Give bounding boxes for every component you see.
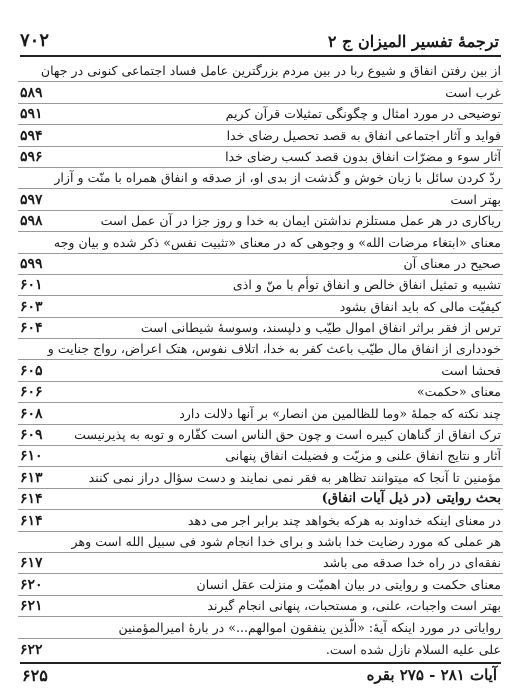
toc-entry-page: ۶۲۰ bbox=[20, 576, 43, 593]
toc-entry-page: ۶۱۴ bbox=[20, 491, 43, 508]
toc-row bbox=[18, 61, 503, 82]
toc-entry-page: ۶۱۰ bbox=[20, 448, 43, 465]
toc-entry-text: هر عملی که مورد رضایت خدا باشد و برای خدا انجام شود فی سبیل الله است وهر bbox=[71, 533, 501, 549]
toc-row bbox=[18, 553, 503, 574]
toc-entry-page: ۶۱۴ bbox=[20, 512, 43, 529]
toc-entry-text: معنای «ابتغاء مرضات الله» و وجوهی که در معنای «تثبیت نفس» ذکر شده و بیان وجه bbox=[53, 234, 501, 250]
toc-entry-text: ریاکاری در هر عمل مستلزم نداشتن ایمان به خدا و روز جزا در آن عمل است bbox=[100, 213, 501, 229]
toc-entry-text: ترک انفاق از گناهان کبیره است و چون حق الناس است کفّاره و توبه به پذیرنیست bbox=[74, 427, 501, 443]
toc-entry-page: ۶۰۳ bbox=[20, 298, 43, 315]
toc-row bbox=[18, 296, 503, 317]
toc-row bbox=[18, 232, 503, 253]
toc-row bbox=[18, 318, 503, 339]
toc-entry-page: ۵۹۷ bbox=[20, 191, 43, 208]
toc-entry-text: علی علیه السلام نازل شده است. bbox=[325, 641, 501, 657]
header-rule bbox=[20, 55, 501, 57]
page-number: ۷۰۲ bbox=[20, 30, 50, 51]
toc-entry-page: ۵۹۴ bbox=[20, 127, 43, 144]
toc-entry-page: ۶۰۶ bbox=[20, 384, 43, 401]
toc-row bbox=[18, 254, 503, 275]
toc-entry-page: ۶۱۷ bbox=[20, 555, 43, 572]
toc-entry-text: مؤمنین تا آنجا که میتوانند تظاهر به فقر نمی نمایند و دست سؤال دراز نمی کنند bbox=[88, 469, 501, 485]
toc-entry-page: ۵۸۹ bbox=[20, 84, 43, 101]
toc-row bbox=[18, 596, 503, 617]
toc-entry-page: ۶۰۵ bbox=[20, 362, 43, 379]
toc-entry-text: نفقه‌ای در راه خدا صدقه می باشد bbox=[323, 555, 501, 571]
toc-entry-page: ۶۲۱ bbox=[20, 598, 43, 615]
toc-row bbox=[18, 125, 503, 146]
toc-entry-text: آثار سوء و مضرّات انفاق بدون قصد کسب رضای خدا bbox=[225, 148, 501, 164]
toc-row bbox=[18, 446, 503, 467]
toc-row bbox=[18, 147, 503, 168]
toc-entry-page: ۵۹۱ bbox=[20, 106, 43, 123]
table-of-contents bbox=[18, 61, 503, 660]
toc-entry-text: روایاتی در مورد اینکه آیهٔ: «الّذین ینفقون اموالهم...» در بارهٔ امیرالمؤمنین bbox=[118, 619, 501, 635]
toc-row bbox=[18, 574, 503, 595]
toc-entry-text: از بین رفتن انفاق و شیوع ربا در بین مردم بزرگترین عامل فساد اجتماعی کنونی در جهان bbox=[40, 63, 501, 79]
toc-entry-text: معنای «حکمت» bbox=[416, 384, 501, 400]
toc-entry-text: کیفیّت مالی که باید انفاق بشود bbox=[339, 298, 501, 314]
toc-entry-text: معنای حکمت و روایتی در بیان اهمیّت و منزلت عقل انسان bbox=[196, 576, 501, 592]
toc-row bbox=[18, 382, 503, 403]
toc-entry-text: آثار و نتایج انفاق علنی و مزیّت و فضیلت انفاق پنهانی bbox=[225, 448, 501, 464]
toc-entry-text: بهتر است bbox=[450, 191, 501, 207]
toc-entry-page: ۶۲۲ bbox=[20, 641, 43, 658]
toc-row bbox=[18, 275, 503, 296]
toc-entry-text: توضیحی در مورد امثال و چگونگی تمثیلات قرآن کریم bbox=[225, 106, 501, 122]
toc-entry-text: در معنای اینکه خداوند به هرکه بخواهد چند برابر اجر می دهد bbox=[187, 512, 501, 528]
toc-entry-text: غرب است bbox=[445, 84, 501, 100]
toc-entry-page: ۵۹۶ bbox=[20, 148, 43, 165]
toc-row bbox=[18, 189, 503, 210]
toc-row bbox=[18, 617, 503, 638]
toc-entry-text: صحیح در معنای آن bbox=[403, 255, 501, 271]
toc-row bbox=[18, 510, 503, 531]
toc-row bbox=[18, 82, 503, 103]
toc-entry-text: بهتر است واجبات، علنی، و مستحبات، پنهانی انجام گیرند bbox=[207, 598, 501, 614]
toc-entry-page: ۶۰۱ bbox=[20, 277, 43, 294]
toc-row bbox=[18, 403, 503, 424]
toc-row bbox=[18, 532, 503, 553]
toc-row bbox=[18, 489, 503, 510]
toc-entry-page: ۶۱۳ bbox=[20, 469, 43, 486]
toc-row bbox=[18, 425, 503, 446]
section-page-number: ۶۲۵ bbox=[22, 665, 48, 685]
toc-row bbox=[18, 104, 503, 125]
toc-entry-text: بحث روایتی (در ذیل آیات انفاق) bbox=[321, 491, 501, 507]
toc-row bbox=[18, 339, 503, 360]
running-header bbox=[18, 30, 503, 55]
section-label: آیات ۲۸۱ - ۲۷۵ بقره bbox=[366, 665, 497, 684]
toc-entry-text: ردّ کردن سائل با زبان خوش و گذشت از بدی او، از صدقه و انفاق همراه با منّت و آزار bbox=[54, 170, 501, 186]
toc-entry-text: فحشا است bbox=[441, 362, 501, 378]
toc-entry-page: ۶۰۹ bbox=[20, 427, 43, 444]
toc-row bbox=[18, 639, 503, 660]
toc-entry-page: ۵۹۸ bbox=[20, 213, 43, 230]
toc-row bbox=[18, 168, 503, 189]
toc-entry-page: ۶۰۸ bbox=[20, 405, 43, 422]
toc-entry-text: چند نکته که جملهٔ «وما للظالمین من انصار» بر آنها دلالت دارد bbox=[179, 405, 501, 421]
toc-row bbox=[18, 467, 503, 488]
toc-entry-text: خودداری از انفاق مال طیّب باعث کفر به خدا، اتلاف نفوس، هتک اعراض، رواج جنایت و bbox=[47, 341, 501, 357]
toc-entry-text: تشبیه و تمثیل انفاق خالص و انفاق توأم با منّ و اذی bbox=[232, 277, 501, 293]
toc-entry-page: ۶۰۴ bbox=[20, 320, 43, 337]
toc-entry-text: ترس از فقر براثر انفاق اموال طیّب و دلپسند، وسوسهٔ شیطانی است bbox=[140, 320, 501, 336]
toc-entry-text: فواید و آثار اجتماعی انفاق به قصد تحصیل رضای خدا bbox=[226, 127, 501, 143]
section-footer bbox=[18, 664, 503, 685]
running-title: ترجمهٔ تفسیر المیزان ج ۲ bbox=[327, 32, 499, 51]
toc-entry-page: ۵۹۹ bbox=[20, 255, 43, 272]
toc-row bbox=[18, 211, 503, 232]
toc-row bbox=[18, 360, 503, 381]
